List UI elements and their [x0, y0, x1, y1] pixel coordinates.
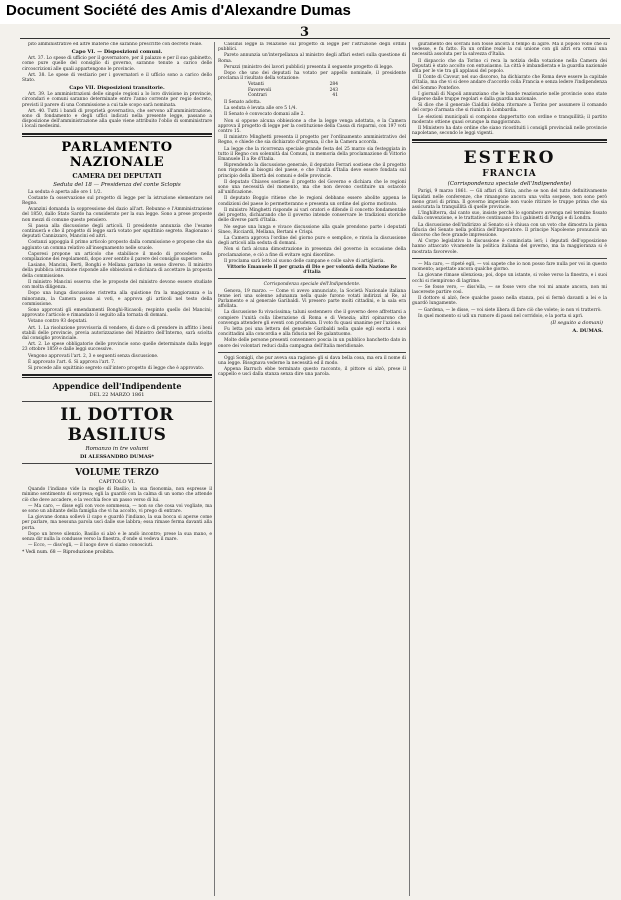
novel-title: IL DOTTOR BASILIUS: [60, 405, 174, 446]
vote-label: Contrari: [248, 92, 267, 98]
paragraph: Lasiano, Mancini, Berti, Bonghi e Mellana parlano in senso diverso. Il ministro della pubblica istruzione risponde alle obbiezioni e dichiara di accettare la proposta della commissione.: [22, 263, 212, 279]
vote-value: 243: [329, 87, 338, 93]
royal-signature: Vittorio Emanuele II per grazia di Dio e per volontà della Nazione Re d'Italia: [227, 264, 397, 276]
paragraph: pito amministrative ed altre materie che saranno prescritte con decreto reale.: [28, 42, 203, 47]
vote-value: 284: [329, 82, 338, 88]
paragraph: Votano contro 93 deputati.: [28, 319, 88, 325]
paragraph: Peruzzi (ministro dei lavori pubblici) presenta il seguente progetto di legge.: [224, 64, 394, 70]
rule: [218, 352, 406, 353]
novel-subtitle: Romanzo in tre volumi: [85, 446, 149, 453]
column-rule-2: [409, 42, 410, 896]
paragraph: Appena Barruch ebbe terminato questo racconto, il pittore si alzò, prese il cappello e uscì dalla stanza senza dire una parola.: [218, 367, 406, 378]
rule: [412, 258, 607, 259]
paragraph: È approvato l'art. 6. Si approva l'art. 7.: [28, 359, 116, 365]
vote-table: [248, 82, 406, 98]
paragraph: Vengono approvati l'art. 2, 3 e seguenti senza discussione.: [28, 353, 159, 359]
paragraph: La giovane rimase silenziosa; poi, dopo un istante, si volse verso la finestra, e i suoi occhi si riempirono di lagrime.: [412, 273, 607, 284]
page-number: 3: [300, 25, 310, 40]
paragraph: — Ecco, — diss'egli, — il luogo dove ci siamo conosciuti.: [28, 543, 154, 549]
paragraph: Avanzini domanda la soppressione del dazio all'art. Rebunno e l'Amministrazione del 1850, dallo Stato Sardo ha considerato per la sua legge. Sono a prese proposte non mezzi di comune questo pensiero.: [22, 207, 212, 223]
paragraph: Caporesi propone un articolo che stabilisce il modo di procedere nella compilazione dei regolamenti, dopo aver sentito il parere del consiglio superiore.: [22, 251, 212, 263]
paragraph: — Gardena, — le disse, — voi siete libera di fare ciò che volete; io non vi tratterrò.: [418, 307, 602, 313]
paragraph: Fu letta poi una lettera del generale Garibaldi nella quale egli esorta i suoi concittadini alla concordia e alla fiducia nel Re galantuomo.: [218, 326, 406, 338]
author-signature: A. DUMAS.: [572, 327, 603, 334]
paragraph: Art. 2. Le spese obbligatorie delle provincie sono quelle determinate dalla legge 23 ottobre 1859 e dalle leggi successive.: [22, 342, 212, 353]
vote-label: Favorevoli: [248, 87, 272, 93]
paragraph: Art. 37. Lo spese di ufficio per il governatore, per il palazzo e per il suo gabinetto, come pure quelle del consiglio di governo, saranno tenute a carico delle circoscrizioni alle quali appartengono le provincie.: [22, 56, 212, 72]
paragraph: I giornali di Napoli annunziano che le bande reazionarie nelle provincie sono state disperse dalle truppe regolari e dalla guardia nazionale.: [412, 91, 607, 103]
paragraph: Il dottore si alzò, fece qualche passo nella stanza, poi si fermò davanti a lei e la guardò lungamente.: [412, 296, 607, 307]
novel-author: DI ALESSANDRO DUMAS*: [79, 454, 155, 461]
chapter-heading: Capo VII. Disposizioni transitorie.: [69, 85, 165, 92]
paragraph: Costante fa osservazione sul progetto di legge per la istruzione elementare nel Regno.: [22, 195, 212, 207]
paragraph: Riprendendo la discussione generale, il deputato Ferrari sostiene che il progetto non risponde ai bisogni del paese, e che l'unità d'Italia deve essere fondata sul principio della libertà dei comuni e delle provincie.: [218, 163, 406, 179]
paragraph: Dopo un breve silenzio, Basilio si alzò e le andò incontro; prese la sua mano, e senza dir nulla la condusse verso la finestra, d'onde si vedeva il mare.: [22, 531, 212, 542]
paragraph: La legge che la ricorrenza speciale grande festa del 25 marzo sia festeggiata in tutto il Regno con solennità dai Comuni, in memoria della proclamazione di Vittorio Emanuele II a Re d'Italia.: [218, 146, 406, 163]
section-subtitle: CAMERA DEI DEPUTATI: [72, 171, 162, 180]
paragraph: Art. 40. Tutti i bandi di proprietà governativa, che servono all'amministrazione, sono di fondamento e degli uffici indicati nella presente legge, passano a disposizione dell'amministrazione alla quale viene attribuito l'oblio di somministrare i locali medesimi.: [22, 108, 212, 130]
paragraph: Oggi Somigli, che pur aveva sua ragione: gli si dava bella cosa, ma era il nome di una legge. Bisognava vederne la necessità ed il modo.: [218, 355, 406, 366]
paragraph: Quando l'indiano vide la moglie di Basilio, la sua fisonomia, non espresse il minimo sentimento di sorpresa; egli la guardò con la calma di un uomo che attende ciò che deve accadere, e la vecchia fece un passo verso di lui.: [22, 487, 212, 503]
appendix-date: DEL 22 MARZO 1861: [89, 392, 145, 399]
paragraph: Costanzi appoggia il primo articolo proposto dalla commissione e propone che sia aggiunto un comma relativo all'insegnamento nelle scuole.: [22, 240, 212, 251]
column-3: [412, 42, 607, 896]
paragraph: Il Conte di Cavour, nel suo discorso, ha dichiarato che Roma deve essere la capitale d'Italia, ma che vi si deve andare d'accordo colla Francia e senza ledere l'indipendenza del Sommo Pontefice.: [412, 75, 607, 91]
correspondence-heading: (Corrispondenza speciale dell'Indipendente): [447, 181, 572, 188]
rule: [22, 401, 212, 402]
continuation-note: (Il seguito a domani): [550, 319, 603, 326]
column-2: [218, 42, 406, 896]
paragraph: Il ministro Minghetti risponde ai vari oratori e difende il concetto fondamentale del progetto, dichiarando che il governo intende conservare le tradizioni storiche delle diverse parti d'Italia.: [218, 207, 406, 224]
vote-value: 41: [332, 92, 338, 98]
paragraph: giuramento dei sovrani non fosse ancora il tempo di agire. Ma il popolo volle che si vedesse, e fu fatto. Fa un ordine reale la cui unione con gli altri era ormai una necessità assoluta per la salvezza d'Italia.: [412, 42, 607, 58]
paragraph: In quel momento si udì un rumore di passi nel corridoio, e la porta si aprì.: [418, 313, 584, 319]
rule: [218, 278, 406, 279]
paragraph: Genova, 19 marzo. — Come vi avevo annunciato, la Società Nazionale italiana tenne ieri una solenne adunanza nella quale furono votati indirizzi al Re, al Parlamento e al generale Garibaldi. Vi presero parte molti cittadini, e la sala era affollata.: [218, 288, 406, 310]
paragraph: Art. 1. La risoluzione provvisoria di vendere, di dare o di prendere in affitto i beni stabili delle provincie, previa autorizzazione del Ministro dell'Interno, sarà sciolta dal consiglio provinciale.: [22, 325, 212, 341]
chapter-heading: Capo VI. — Disposizioni comuni.: [71, 49, 163, 56]
paragraph: La giovane donna sollevò il capo e guardò l'indiano, la sua bocca si aperse come per parlare, ma nessuna parola uscì dalle sue labbra; essa rimase ferma davanti alla porta.: [22, 515, 212, 531]
vote-label: Votanti: [248, 82, 264, 88]
paragraph: Le elezioni municipali si compiono dappertutto con ordine e tranquillità; il partito moderato ottiene quasi ovunque la maggioranza.: [412, 114, 607, 125]
paragraph: La discussione dell'indirizzo al Senato si è chiusa con un voto che dimostra la piena fiducia del Senato nella politica dell'Imperatore. Il principe Napoleone pronunciò un discorso che fece grande impressione.: [412, 222, 607, 239]
paragraph: La seduta è aperta alle ore 1 1/2.: [28, 189, 102, 195]
section-rule: [22, 374, 212, 378]
paragraph: Il ministro Minghetti presenta il progetto per l'ordinamento amministrativo del Regno, e chiede che sia dichiarato d'urgenza, il che la Camera accorda.: [218, 135, 406, 146]
paragraph: — Ma caro, — ripeté egli, — voi sapete che io non posso fare nulla per voi in questo momento; aspettate ancora qualche giorno.: [412, 261, 607, 273]
rule: [22, 463, 212, 464]
paragraph: Parigi, 9 marzo 1861. — Gli affari di Siria, anche se non del tutto definitivamente liquidati nelle conferenze, che rimangono ancora una volta sospese, non sono però meno gravi di prima. Il governo imperiale non vuole ritirare le truppe prima che sia assicurata la tranquillità di quelle provincie.: [412, 189, 607, 211]
column-1: [22, 42, 212, 896]
section-rule: [412, 139, 607, 143]
paragraph: Il proclama sarà letto al suono delle campane e colle salve di artiglieria.: [224, 258, 385, 264]
column-rule-1: [214, 42, 215, 896]
session-line: Seduta del 18 — Presidenza del conte Sclopis: [53, 181, 181, 188]
section-title-estero: ESTERO: [463, 148, 556, 169]
chapter-number: CAPITOLO VI.: [98, 479, 136, 486]
paragraph: Molte delle persone presenti convennero poscia in un pubblico banchetto dato in onore dei volontari reduci dalla campagna dell'Italia meridionale.: [218, 338, 406, 349]
section-title-francia: FRANCIA: [482, 169, 537, 180]
section-title: PARLAMENTO NAZIONALE: [61, 139, 173, 170]
paragraph: Il Ministero ha dato ordine che siano ricostituiti i consigli provinciali nelle provincie napoletane, secondo le leggi vigenti.: [412, 126, 607, 137]
paragraph: L'Inghilterra, dal canto suo, insiste perché lo sgombero avvenga nel termine fissato dalla convenzione, e le trattative continuano fra i gabinetti di Parigi e di Londra.: [412, 211, 607, 222]
appendix-title: Appendice dell'Indipendente: [52, 381, 182, 392]
paragraph: Pareto annunzia un'interpellanza al ministro degli affari esteri sulla questione di Roma.: [218, 53, 406, 64]
paragraph: Sono approvati gli emendamenti Bonghi-Ricasoli; respinto quello del Mancini; approvato l'articolo e rimandato il seguito alla tornata di domani.: [22, 307, 212, 319]
volume-title: VOLUME TERZO: [75, 468, 159, 479]
paragraph: Si passa alla discussione degli articoli. Il presidente annunzia che l'esame continuerà e che il progetto di legge sarà votato per squittinio segreto. Ragionano i deputati Cannizzaro, Mancini ed altri.: [22, 223, 212, 240]
paragraph: Dopo una lunga discussione ristretta alla quistione fra la maggioranza e la minoranza, la Camera passa ai voti, e approva gli articoli nel testo della commissione.: [22, 291, 212, 307]
paragraph: Cassinis legge la relazione sul progetto di legge per l'istruzione degli ordini pubblici.: [218, 42, 406, 53]
section-rule: [22, 133, 212, 137]
paragraph: Si procede allo squittinio segreto sull'intero progetto di legge che è approvato.: [28, 365, 205, 371]
paragraph: Dopo che uno dei deputati ha votato per appello nominale, il presidente proclama il risultato della votazione:: [218, 71, 406, 82]
banner-title: Document Société des Amis d'Alexandre Dumas: [6, 2, 351, 19]
paragraph: Ne segue una lunga e vivace discussione alla quale prendono parte i deputati Sineo, Ricciardi, Mellana, Bertani e Crispi.: [218, 224, 406, 235]
paragraph: Il Senato adotta.: [224, 100, 262, 106]
footnote: * Vedi num. 68 — Riproduzione proibita.: [22, 550, 115, 556]
paragraph: Il Senato è convocato domani alle 2.: [224, 112, 305, 118]
paragraph: La Camera approva l'ordine del giorno puro e semplice, e rinvia la discussione degli articoli alla seduta di domani.: [218, 235, 406, 247]
paragraph: La discussione fu vivacissima; taluni sostennero che il governo deve affrettarsi a compiere l'unità colla liberazione di Roma e di Venezia; altri opinarono che convenga attendere gli eventi con prudenza. Il voto fu quasi unanime per l'azione.: [218, 310, 406, 326]
vote-row: [248, 93, 338, 98]
paragraph: Art. 39. Le amministrazioni delle singole regioni a lo loro divisione in provincie, circondari e comuni saranno determinate entro l'anno corrente per regio decreto, previsti il parere di una Commissione a cui tale scopo sarà nominata.: [22, 92, 212, 108]
header-rule: [20, 38, 610, 39]
paragraph: Al Corpo legislativo la discussione è cominciata ieri; i deputati dell'opposizione hanno attaccato vivamente la politica italiana del governo, ma la maggioranza si è mostrata favorevole.: [412, 239, 607, 255]
paragraph: Non si farà alcuna dimostrazione in presenza del governo in occasione della proclamazione, e ciò a fine di evitare ogni disordine.: [218, 247, 406, 258]
paragraph: Non si oppone alcuna obbiezione a che la legge venga adottata, e la Camera approva il progetto di legge per la costituzione della Cassa di risparmi, con 197 voti contro 15.: [218, 118, 406, 135]
paragraph: — Ma caro, — disse egli con voce sommessa, — non so che cosa voi vogliate, ma se sono un abitante della famiglia che vi ha accolto, vi prego di entrare.: [22, 503, 212, 514]
paragraph: Il dispaccio che da Torino ci reca la notizia della votazione nella Camera dei Deputati è stato accolto con entusiasmo. La città è imbandierata e la guardia nazionale sfila per le vie tra gli applausi del popolo.: [412, 58, 607, 75]
paragraph: Il ministro Mancini osserva che le proposte del ministro devono essere studiate con molta diligenza.: [22, 279, 212, 291]
newspaper-page: [0, 24, 621, 900]
paragraph: Art. 38. Le spese di vestiario per i governatori e il ufficio sono a carico dello Stato.: [22, 72, 212, 84]
document-banner: [0, 0, 621, 24]
paragraph: — Se fosse vero, — diss'ella, — se fosse vero che voi mi amate ancora, non mi lascereste partire così.: [412, 284, 607, 295]
paragraph: Si dice che il generale Cialdini debba ritornare a Torino per assumere il comando del corpo d'armata che si riunirà in Lombardia.: [412, 103, 607, 114]
paragraph: La seduta è levata alle ore 5 1/4.: [224, 106, 297, 112]
paragraph: Il deputato Boggio ritiene che le regioni debbano essere abolite appena le condizioni del paese lo permetteranno e presenta un ordine del giorno motivato.: [218, 196, 406, 207]
correspondence-heading: Corrispondenza speciale dell'Indipendente.: [263, 282, 361, 288]
paragraph: Il deputato Chiaves sostiene il progetto del Governo e dichiara che le regioni sono una necessità del momento, ma che non devono costituire un ostacolo all'unificazione.: [218, 179, 406, 196]
